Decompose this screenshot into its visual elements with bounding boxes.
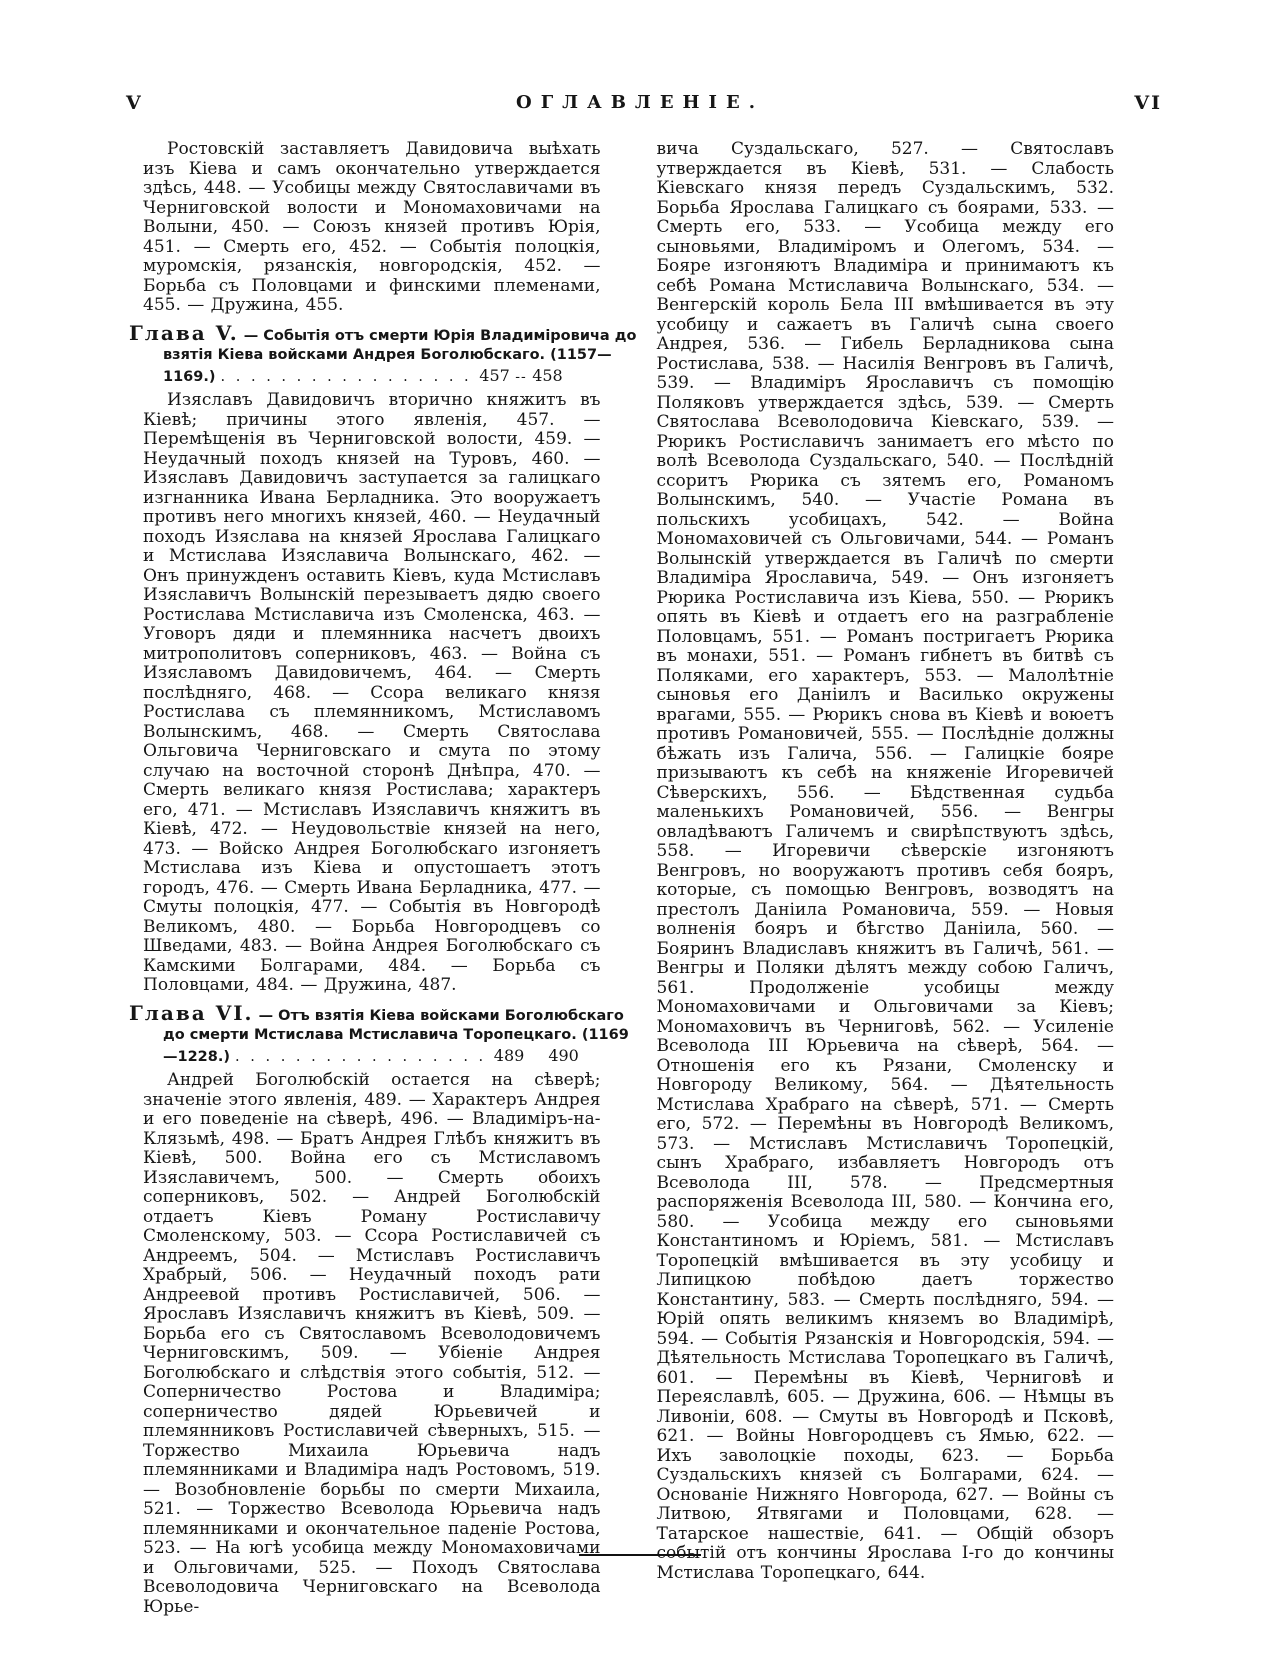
chapter-vi-start-page: 489 bbox=[493, 1045, 525, 1065]
page-title: ОГЛАВЛЕНІЕ. bbox=[516, 92, 764, 113]
two-column-layout bbox=[0, 140, 1280, 1617]
chapter-v-start-page: 457 bbox=[479, 365, 510, 385]
chapter-vi-label: Глава VI. bbox=[129, 1000, 254, 1025]
chapter-v-body: Изяславъ Давидовичъ вторично княжитъ въ Кіевѣ; причины этого явленія, 457. — Перемѣщенія въ Черниговской волости, 459. — Неудачный походъ князей на Туровъ, 460. — Изяславъ Давидовичъ заступается за галицкаго изгнанника Ивана Берладника. Это вооружаетъ противъ него многихъ князей, 460. — Неудачный походъ Изяслава на князей Ярослава Галицкаго и Мстислава Изяславича Волынскаго, 462. — Онъ принужденъ оставить Кіевъ, куда Мстиславъ Изяславичъ Волынскій перезываетъ дядю своего Ростислава Мстиславича изъ Смоленска, 463. — Уговоръ дяди и племянника насчетъ двоихъ митрополитовъ соперниковъ, 463. — Война съ Изяславомъ Давидовичемъ, 464. — Смерть послѣдняго, 468. — Ссора великаго князя Ростислава съ племянникомъ, Мстиславомъ Волынскимъ, 468. — Смерть Святослава Ольговича Черниговскаго и смута по этому случаю на восточной сторонѣ Днѣпра, 470. — Смерть великаго князя Ростислава; характеръ его, 471. — Мстиславъ Изяславичъ княжитъ въ Кіевѣ, 472. — Неудовольствіе князей на него, 473. — Войско Андрея Боголюбскаго изгоняетъ Мстислава изъ Кіева и опустошаетъ этотъ городъ, 476. — Смерть Ивана Берладника, 477. — Смуты полоцкія, 477. — Событія въ Новгородѣ Великомъ, 480. — Борьба Новгородцевъ со Шведами, 483. — Война Андрея Боголюбскаго съ Камскими Болгарами, 484. — Борьба съ Половцами, 484. — Дружина, 487. bbox=[143, 390, 601, 995]
left-column bbox=[129, 139, 637, 1617]
left-page-number: V bbox=[126, 92, 141, 114]
chapter-v-page-separator: -- bbox=[509, 368, 533, 385]
right-page-number: VI bbox=[1134, 92, 1162, 114]
chapter-vi-end-page: 490 bbox=[548, 1045, 579, 1065]
chapter-v-dot-leader: . . . . . . . . . . . . . . . . . bbox=[220, 368, 480, 385]
right-column bbox=[657, 140, 1115, 1617]
page-header bbox=[0, 92, 1280, 118]
chapter-vi-summary: — Отъ взятія Кіева войсками Боголюбскаго до смерти Мстислава Мстиславича Торопецкаго. (1169—1228.) bbox=[163, 1007, 629, 1065]
chapter-v-label: Глава V. bbox=[129, 320, 239, 345]
section-end-rule bbox=[579, 1554, 701, 1556]
chapter-v-heading bbox=[129, 320, 637, 388]
chapter-vi-heading bbox=[129, 1000, 637, 1068]
chapter-v-end-page: 458 bbox=[532, 365, 563, 385]
chapter-vi-body-right: вича Суздальскаго, 527. — Святославъ утверждается въ Кіевѣ, 531. — Слабость Кіевскаго князя передъ Суздальскимъ, 532. Борьба Ярослава Галицкаго съ боярами, 533. — Смерть его, 533. — Усобица между его сыновьями, Владиміромъ и Олегомъ, 534. — Бояре изгоняютъ Владиміра и принимаютъ къ себѣ Романа Мстиславича Волынскаго, 534. — Венгерскій король Бела III вмѣшивается въ эту усобицу и сажаетъ въ Галичѣ сына своего Андрея, 536. — Гибель Берладникова сына Ростислава, 538. — Насилія Венгровъ въ Галичѣ, 539. — Владиміръ Ярославичъ съ помощію Поляковъ утверждается здѣсь, 539. — Смерть Святослава Всеволодовича Кіевскаго, 539. — Рюрикъ Ростиславичъ занимаетъ его мѣсто по волѣ Всеволода Суздальскаго, 540. — Послѣдній ссоритъ Рюрика съ зятемъ его, Романомъ Волынскимъ, 540. — Участіе Романа въ польскихъ усобицахъ, 542. — Война Мономаховичей съ Ольговичами, 544. — Романъ Волынскій утверждается въ Галичѣ по смерти Владиміра Ярославича, 549. — Онъ изгоняетъ Рюрика Ростиславича изъ Кіева, 550. — Рюрикъ опять въ Кіевѣ и отдаетъ его на разграбленіе Половцамъ, 551. — Романъ постригаетъ Рюрика въ монахи, 551. — Романъ гибнетъ въ битвѣ съ Поляками, его характеръ, 553. — Малолѣтніе сыновья его Даніилъ и Василько окружены врагами, 555. — Рюрикъ снова въ Кіевѣ и воюетъ противъ Романовичей, 555. — Послѣдніе должны бѣжать изъ Галича, 556. — Галицкіе бояре призываютъ къ себѣ на княженіе Игоревичей Сѣверскихъ, 556. — Бѣдственная судьба маленькихъ Романовичей, 556. — Венгры овладѣваютъ Галичемъ и свирѣпствуютъ здѣсь, 558. — Игоревичи сѣверскіе изгоняютъ Венгровъ, но вооружаютъ противъ себя бояръ, которые, съ помощью Венгровъ, возводятъ на престолъ Даніила Романовича, 559. — Новыя волненія бояръ и бѣгство Даніила, 560. — Бояринъ Владиславъ княжитъ въ Галичѣ, 561. — Венгры и Поляки дѣлятъ между собою Галичъ, 561. Продолженіе усобицы между Мономаховичами и Ольговичами за Кіевъ; Мономаховичъ въ Черниговѣ, 562. — Усиленіе Всеволода III Юрьевича на сѣверѣ, 564. — Отношенія его къ Рязани, Смоленску и Новгороду Великому, 564. — Дѣятельность Мстислава Храбраго на сѣверѣ, 571. — Смерть его, 572. — Перемѣны въ Новгородѣ Великомъ, 573. — Мстиславъ Мстиславичъ Торопецкій, сынъ Храбраго, избавляетъ Новгородъ отъ Всеволода III, 578. — Предсмертныя распоряженія Всеволода III, 580. — Кончина его, 580. — Усобица между его сыновьями Константиномъ и Юріемъ, 581. — Мстиславъ Торопецкій вмѣшивается въ эту усобицу и Липицкою побѣдою даетъ торжество Константину, 583. — Смерть послѣдняго, 594. — Юрій опять великимъ княземъ во Владимірѣ, 594. — Событія Рязанскія и Новгородскія, 594. — Дѣятельность Мстислава Торопецкаго въ Галичѣ, 601. — Перемѣны въ Кіевѣ, Черниговѣ и Переяславлѣ, 605. — Дружина, 606. — Нѣмцы въ Ливоніи, 608. — Смуты въ Новгородѣ и Псковѣ, 621. — Войны Новгородцевъ съ Ямью, 622. — Ихъ заволоцкіе походы, 623. — Борьба Суздальскихъ князей съ Болгарами, 624. — Основаніе Нижняго Новгорода, 627. — Войны съ Литвою, Ятвягами и Половцами, 628. — Татарское нашествіе, 641. — Общій обзоръ событій отъ кончины Ярослава I-го до кончины Мстислава Торопецкаго, 644. bbox=[656, 139, 1114, 1583]
chapter-vi-dot-leader: . . . . . . . . . . . . . . . . . bbox=[235, 1048, 494, 1065]
chapter-v-summary: — Событія отъ смерти Юрія Владиміровича до взятія Кіева войсками Андрея Боголюбскаго. (1157—1169.) bbox=[163, 327, 637, 385]
chapter-vi-body-left: Андрей Боголюбскій остается на сѣверѣ; значеніе этого явленія, 489. — Характеръ Андрея и его поведеніе на сѣверѣ, 496. — Владиміръ-на-Клязьмѣ, 498. — Братъ Андрея Глѣбъ княжитъ въ Кіевѣ, 500. Война его съ Мстиславомъ Изяславичемъ, 500. — Смерть обоихъ соперниковъ, 502. — Андрей Боголюбскій отдаетъ Кіевъ Роману Ростиславичу Смоленскому, 503. — Ссора Ростиславичей съ Андреемъ, 504. — Мстиславъ Ростиславичъ Храбрый, 506. — Неудачный походъ рати Андреевой противъ Ростиславичей, 506. — Ярославъ Изяславичъ княжитъ въ Кіевѣ, 509. — Борьба его съ Святославомъ Всеволодовичемъ Черниговскимъ, 509. — Убіеніе Андрея Боголюбскаго и слѣдствія этого событія, 512. — Соперничество Ростова и Владиміра; соперничество дядей Юрьевичей и племянниковъ Ростиславичей сѣверныхъ, 515. — Торжество Михаила Юрьевича надъ племянниками и Владиміра надъ Ростовомъ, 519. — Возобновленіе борьбы по смерти Михаила, 521. — Торжество Всеволода Юрьевича надъ племянниками и окончательное паденіе Ростова, 523. — На югѣ усобица между Мономаховичами и Ольговичами, 525. — Походъ Святослава Всеволодовича Черниговскаго на Всеволода Юрье- bbox=[143, 1070, 601, 1617]
continuation-paragraph: Ростовскій заставляетъ Давидовича выѣхать изъ Кіева и самъ окончательно утверждается здѣсь, 448. — Усобицы между Святославичами въ Черниговской волости и Мономаховичами на Волыни, 450. — Союзъ князей противъ Юрія, 451. — Смерть его, 452. — Событія полоцкія, муромскія, рязанскія, новгородскія, 452. — Борьба съ Половцами и финскими племенами, 455. — Дружина, 455. bbox=[143, 139, 601, 315]
